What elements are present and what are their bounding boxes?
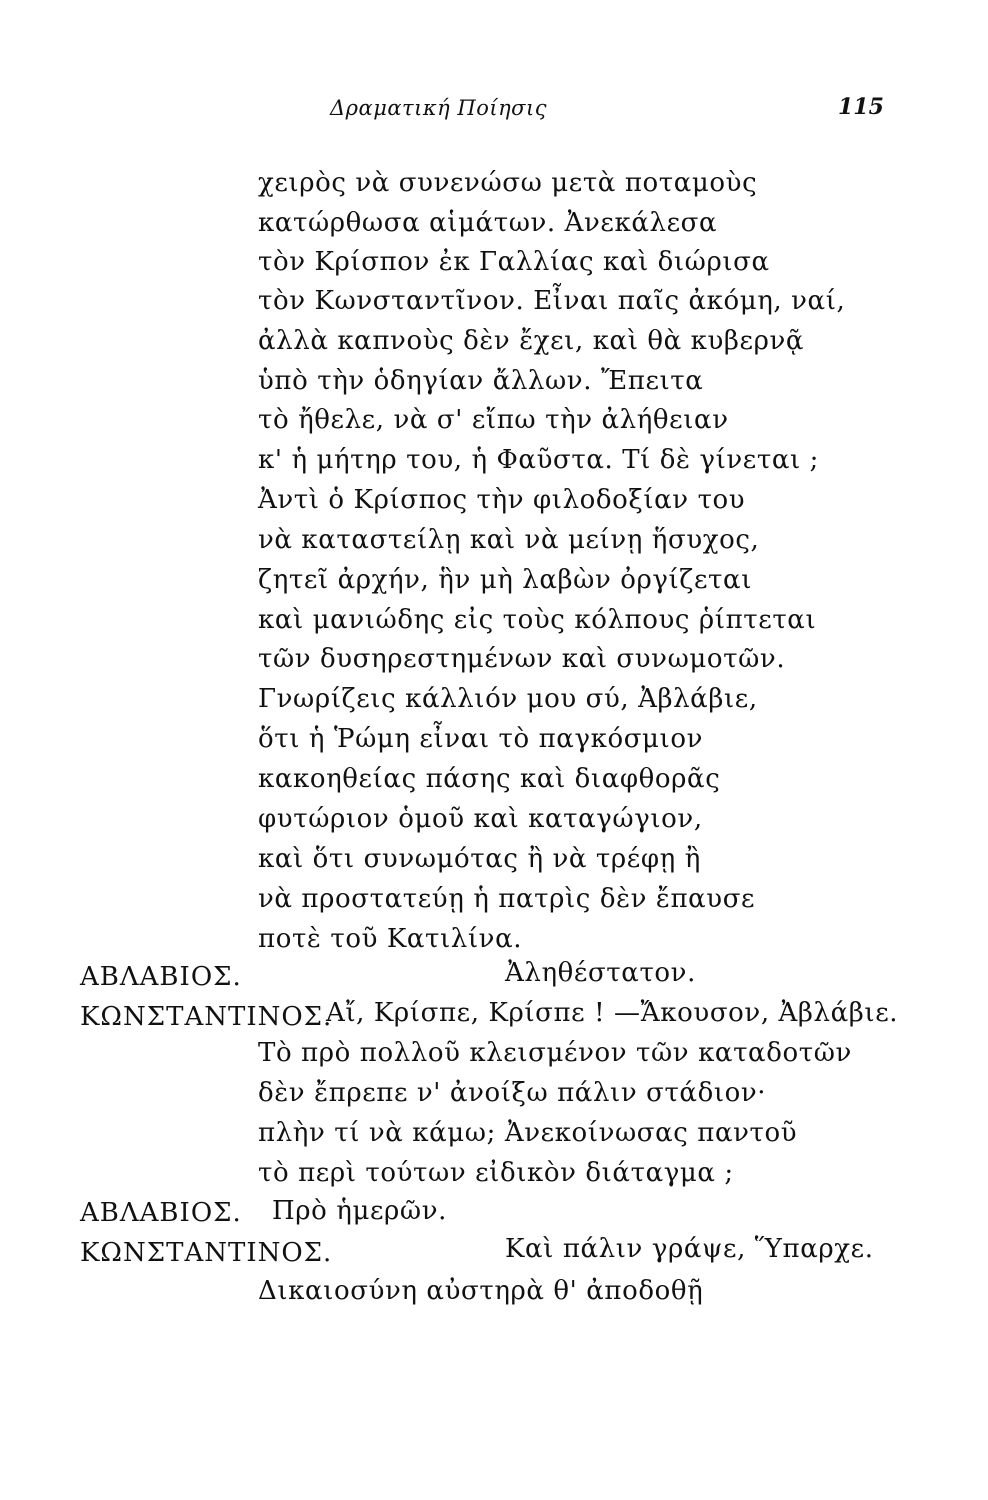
speaker-name: ΚΩΝΣΤΑΝΤΙΝΟΣ. [80,1002,333,1032]
verse-line: τὸν Κωνσταντῖνον. Εἶναι παῖς ἀκόμη, ναί, [258,286,846,316]
verse-line: δὲν ἔπρεπε ν' ἀνοίξω πάλιν στάδιον· [258,1078,767,1108]
verse-line: πλὴν τί νὰ κάμω; Ἀνεκοίνωσας παντοῦ [258,1118,798,1148]
page-number: 115 [838,94,884,120]
speaker-name: ΚΩΝΣΤΑΝΤΙΝΟΣ. [80,1238,333,1268]
verse-line: νὰ καταστείλῃ καὶ νὰ μείνῃ ἥσυχος, [258,525,760,555]
verse-line: καὶ ὅτι συνωμότας ἢ νὰ τρέφῃ ἢ [258,844,701,874]
verse-line: νὰ προστατεύῃ ἡ πατρὶς δὲν ἔπαυσε [258,884,756,914]
speech-line: Ἀληθέστατον. [505,958,696,988]
verse-line: καὶ μανιώδης εἰς τοὺς κόλπους ῥίπτεται [258,605,817,635]
speech-line: Αἴ, Κρίσπε, Κρίσπε ! —Ἄκουσον, Ἀβλάβιε. [326,998,899,1028]
verse-line: ἀλλὰ καπνοὺς δὲν ἔχει, καὶ θὰ κυβερνᾷ [258,326,805,356]
verse-line: φυτώριον ὁμοῦ καὶ καταγώγιον, [258,804,703,834]
speech-line: Καὶ πάλιν γράψε, Ὕπαρχε. [505,1234,874,1264]
verse-line: τὸν Κρίσπον ἐκ Γαλλίας καὶ διώρισα [258,247,770,277]
verse-line: κακοηθείας πάσης καὶ διαφθορᾶς [258,764,721,794]
verse-line: τὸ ἤθελε, νὰ σ' εἴπω τὴν ἀλήθειαν [258,405,729,435]
verse-line: κ' ἡ μήτηρ του, ἡ Φαῦστα. Τί δὲ γίνεται ; [258,445,820,475]
verse-line: ποτὲ τοῦ Κατιλίνα. [258,924,523,954]
speaker-name: ΑΒΛΑΒΙΟΣ. [80,962,242,992]
verse-line: τὸ περὶ τούτων εἰδικὸν διάταγμα ; [258,1158,734,1188]
verse-line: χειρὸς νὰ συνενώσω μετὰ ποταμοὺς [258,168,758,198]
verse-line: ὑπὸ τὴν ὁδηγίαν ἄλλων. Ἔπειτα [258,366,704,396]
running-title: Δραματική Ποίησις [330,96,548,120]
verse-line: Τὸ πρὸ πολλοῦ κλεισμένον τῶν καταδοτῶν [258,1038,852,1068]
speech-line: Πρὸ ἡμερῶν. [272,1196,447,1226]
verse-line: ὅτι ἡ Ῥώμη εἶναι τὸ παγκόσμιον [258,724,703,754]
verse-line: τῶν δυσηρεστημένων καὶ συνωμοτῶν. [258,644,786,674]
verse-line: Γνωρίζεις κάλλιόν μου σύ, Ἀβλάβιε, [258,684,758,714]
speaker-name: ΑΒΛΑΒΙΟΣ. [80,1198,242,1228]
verse-line: Δικαιοσύνη αὐστηρὰ θ' ἀποδοθῇ [258,1276,704,1306]
verse-line: κατώρθωσα αἱμάτων. Ἀνεκάλεσα [258,208,718,238]
verse-line: ζητεῖ ἀρχήν, ἣν μὴ λαβὼν ὀργίζεται [258,565,752,595]
verse-line: Ἀντὶ ὁ Κρίσπος τὴν φιλοδοξίαν του [258,485,746,515]
